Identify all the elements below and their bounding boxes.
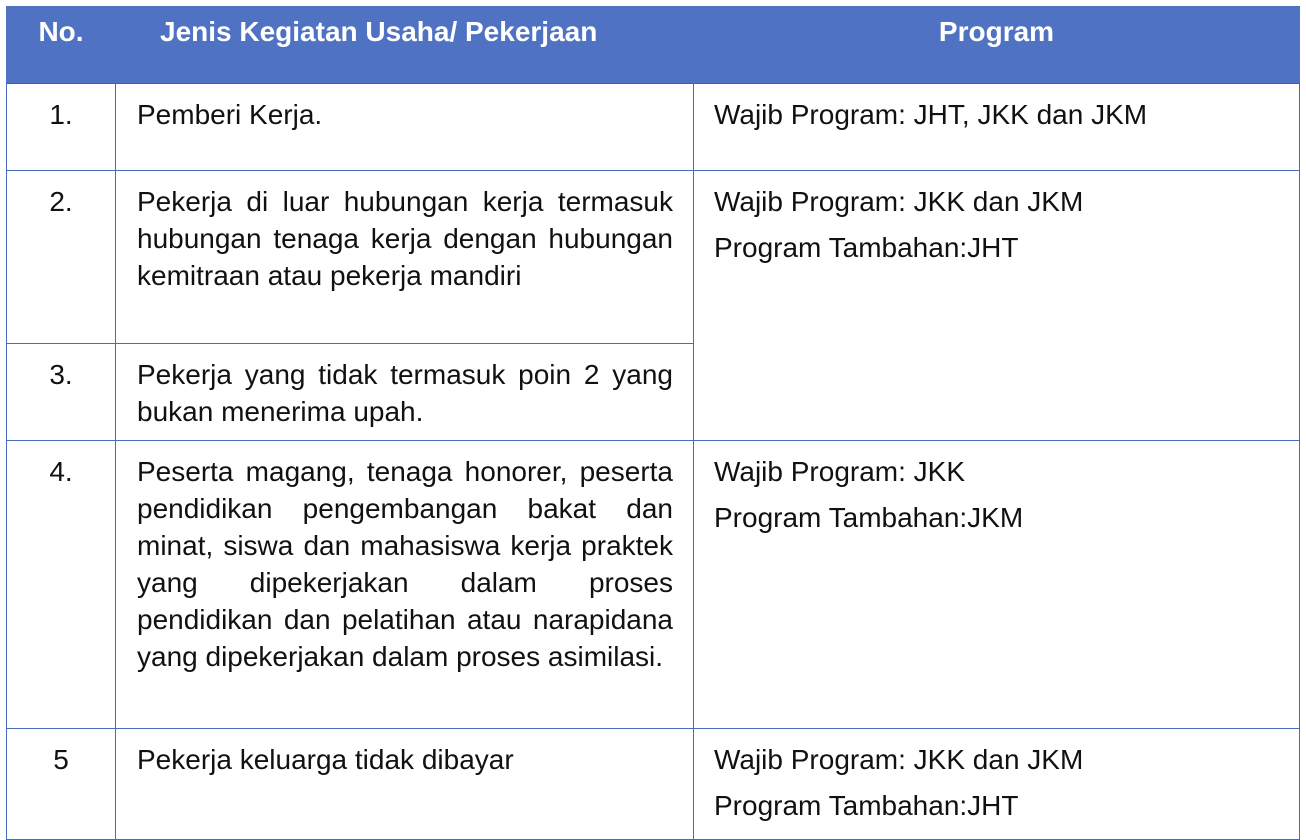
table-header-row <box>7 6 1300 84</box>
row-number: 4. <box>7 441 116 729</box>
header-program <box>694 6 1300 84</box>
row-number: 2. <box>7 171 116 344</box>
table-row <box>7 84 1300 171</box>
row-jenis: Peserta magang, tenaga honorer, peserta pendidikan pengembangan bakat dan minat, siswa dan mahasiswa kerja praktek yang dipekerjakan dalam proses pendidikan dan pelatihan atau narapidana yang dipekerjakan dalam proses asimilasi. <box>116 441 694 729</box>
program-line: Wajib Program: JHT, JKK dan JKM <box>714 99 1148 130</box>
program-line: Wajib Program: JKK dan JKM <box>714 744 1084 775</box>
program-line: Wajib Program: JKK <box>714 456 966 487</box>
program-table-wrapper <box>6 6 1300 840</box>
row-program <box>694 84 1300 171</box>
row-program <box>694 441 1300 729</box>
program-line: Program Tambahan:JHT <box>714 790 1019 821</box>
row-jenis: Pekerja di luar hubungan kerja termasuk hubungan tenaga kerja dengan hubungan kemitraan atau pekerja mandiri <box>116 171 694 344</box>
program-table <box>6 6 1300 840</box>
row-number: 5 <box>7 729 116 840</box>
row-program <box>694 729 1300 840</box>
row-jenis: Pekerja keluarga tidak dibayar <box>116 729 694 840</box>
table-row <box>7 441 1300 729</box>
program-line: Wajib Program: JKK dan JKM <box>714 186 1084 217</box>
row-jenis: Pemberi Kerja. <box>116 84 694 171</box>
header-no-label: No. <box>38 16 84 47</box>
program-line: Program Tambahan:JHT <box>714 232 1019 263</box>
header-no <box>7 6 116 84</box>
header-jenis <box>116 6 694 84</box>
header-jenis-label: Jenis Kegiatan Usaha/ Pekerjaan <box>160 16 598 47</box>
table-row <box>7 171 1300 344</box>
program-line: Program Tambahan:JKM <box>714 502 1024 533</box>
header-program-label: Program <box>938 16 1055 47</box>
row-number: 1. <box>7 84 116 171</box>
row-jenis: Pekerja yang tidak termasuk poin 2 yang bukan menerima upah. <box>116 344 694 441</box>
table-row <box>7 729 1300 840</box>
row-number: 3. <box>7 344 116 441</box>
row-program <box>694 171 1300 441</box>
